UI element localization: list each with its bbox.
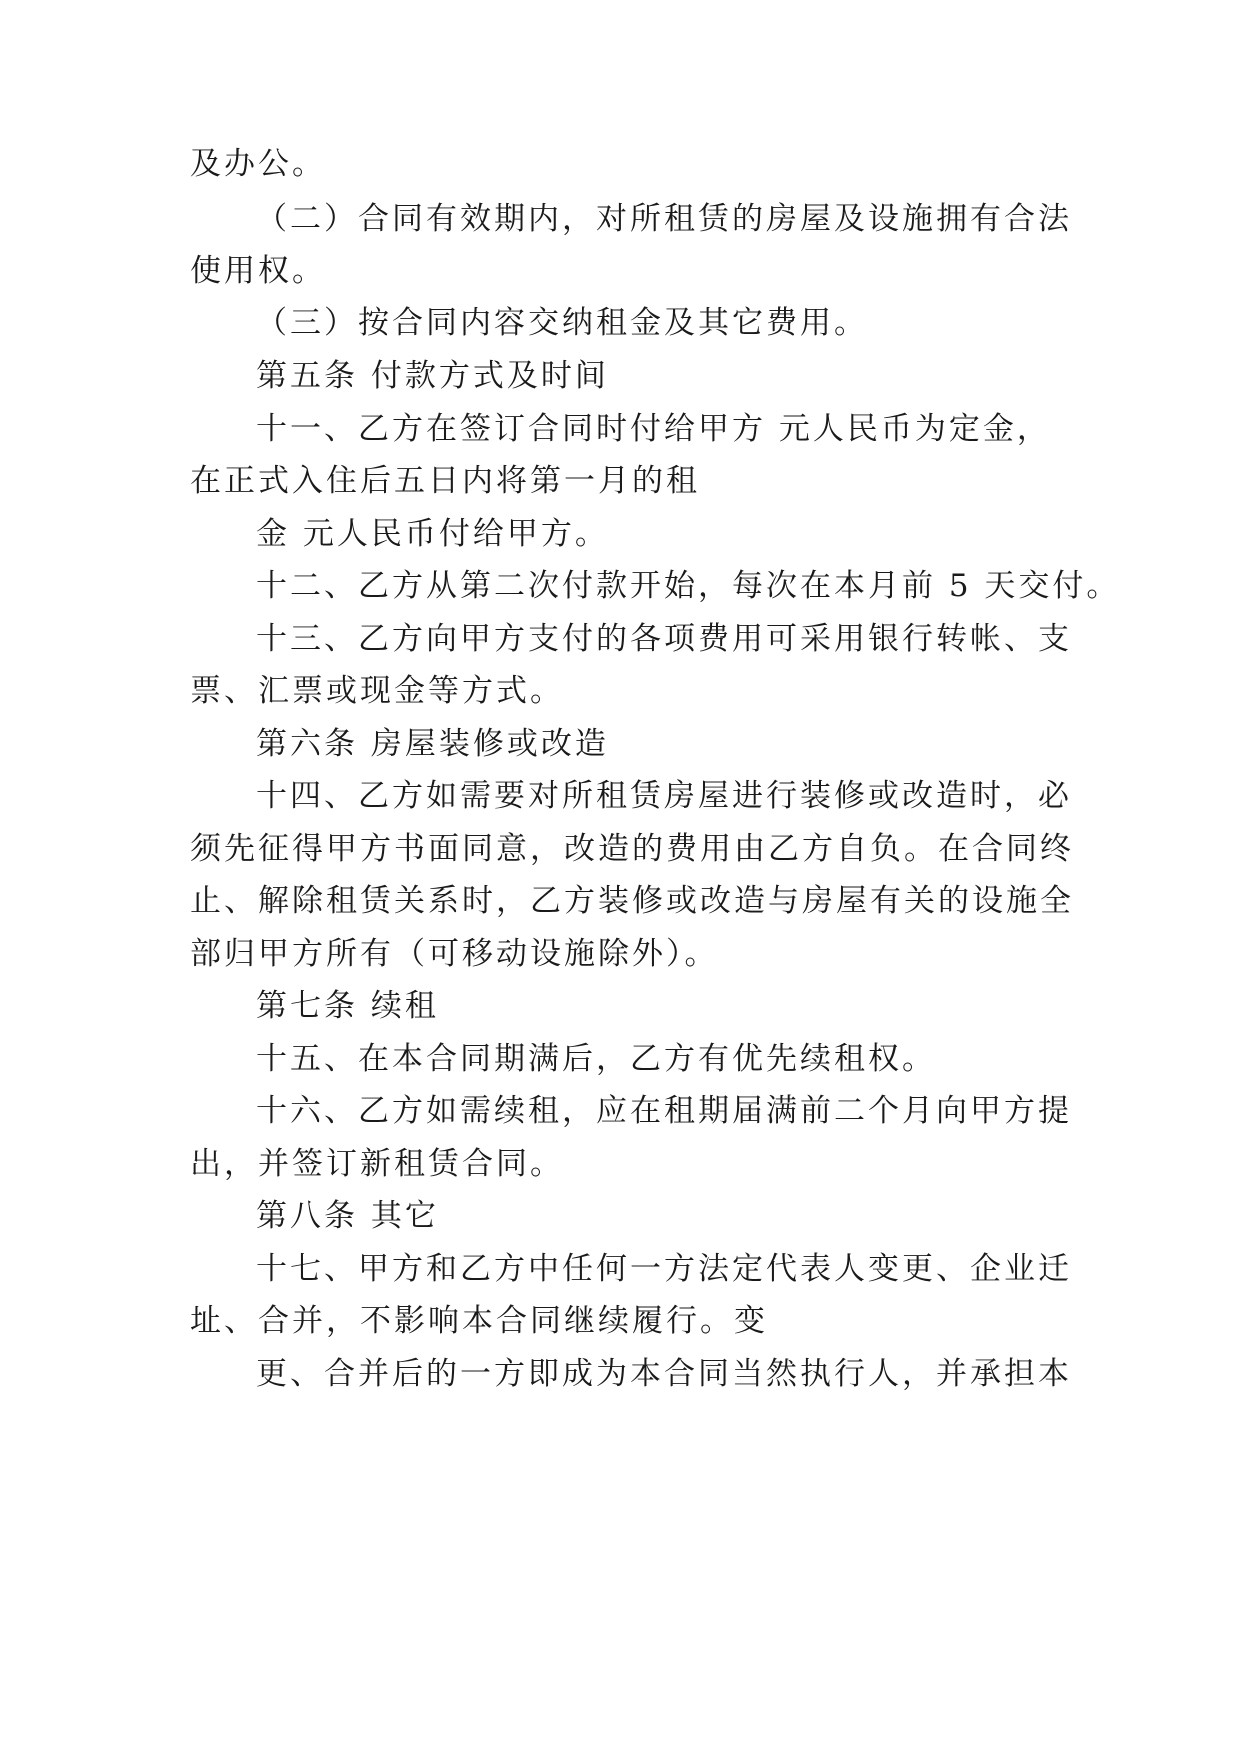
text-line: 在正式入住后五日内将第一月的租 <box>190 463 700 499</box>
text-line: 出，并签订新租赁合同。 <box>190 1146 564 1182</box>
text-line: 十二、乙方从第二次付款开始，每次在本月前 5 天交付。 <box>256 568 1121 604</box>
section-heading: 第八条 其它 <box>256 1198 439 1234</box>
text-line: 十六、乙方如需续租，应在租期届满前二个月向甲方提 <box>256 1093 1072 1129</box>
text-line: （二）合同有效期内，对所租赁的房屋及设施拥有合法 <box>256 201 1072 237</box>
text-line: 止、解除租赁关系时，乙方装修或改造与房屋有关的设施全 <box>190 883 1074 919</box>
text-line: 十五、在本合同期满后，乙方有优先续租权。 <box>256 1041 936 1077</box>
text-line: 部归甲方所有（可移动设施除外）。 <box>190 936 719 972</box>
text-line: 十三、乙方向甲方支付的各项费用可采用银行转帐、支 <box>256 621 1072 657</box>
text-line: 十一、乙方在签订合同时付给甲方 元人民币为定金， <box>256 411 1051 447</box>
text-line: 更、合并后的一方即成为本合同当然执行人，并承担本 <box>256 1356 1072 1392</box>
text-line: 及办公。 <box>190 146 326 182</box>
section-heading: 第七条 续租 <box>256 988 439 1024</box>
text-line: 十七、甲方和乙方中任何一方法定代表人变更、企业迁 <box>256 1251 1072 1287</box>
text-line: 须先征得甲方书面同意，改造的费用由乙方自负。在合同终 <box>190 831 1074 867</box>
section-heading: 第六条 房屋装修或改造 <box>256 726 609 762</box>
text-line: 金 元人民币付给甲方。 <box>256 516 609 552</box>
text-line: 票、汇票或现金等方式。 <box>190 673 564 709</box>
text-line: 址、合并，不影响本合同继续履行。变 <box>190 1303 768 1339</box>
text-line: （三）按合同内容交纳租金及其它费用。 <box>256 305 868 341</box>
text-line: 使用权。 <box>190 253 326 289</box>
text-line: 十四、乙方如需要对所租赁房屋进行装修或改造时，必 <box>256 778 1072 814</box>
section-heading: 第五条 付款方式及时间 <box>256 358 609 394</box>
